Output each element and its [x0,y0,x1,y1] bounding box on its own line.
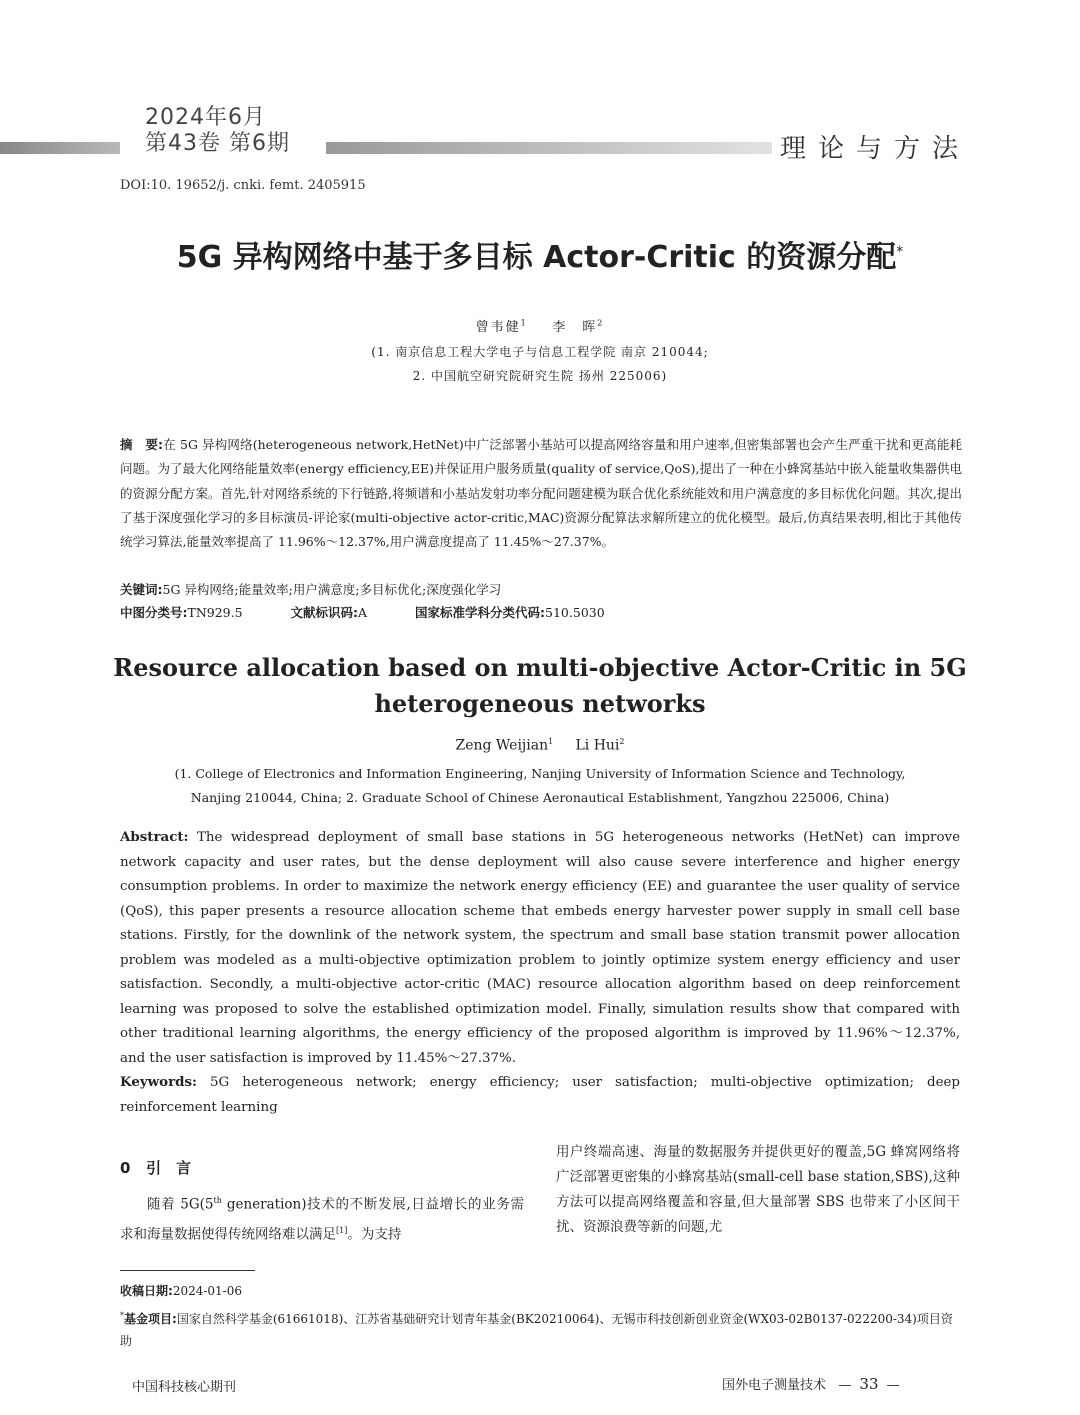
keywords-en-text: 5G heterogeneous network; energy efficiency; user satisfaction; multi-objective optimization; deep reinforcement learning [120,1075,960,1115]
body-left-sup: th [213,1196,222,1205]
classification-row [120,602,962,624]
doc-code: A [358,605,368,620]
header-bar-left [0,142,120,154]
section-heading [120,1157,191,1178]
fund-label: 基金项目: [124,1312,177,1326]
keywords-en [120,1070,960,1120]
author-1-en-sup: 1 [548,737,554,746]
author-2-cn: 李 晖 [552,320,598,335]
doi: DOI:10. 19652/j. cnki. femt. 2405915 [120,178,366,193]
keywords-cn-label: 关键词: [120,582,163,597]
footnote-fund [120,1305,962,1352]
paper-title-cn [0,232,1080,276]
paper-title-en [0,650,1080,722]
author-1-en: Zeng Weijian [455,737,549,754]
footer-core-journal: 中国科技核心期刊 [132,1380,237,1395]
body-right-column: 用户终端高速、海量的数据服务并提供更好的覆盖,5G 蜂窝网络将广泛部署更密集的小蜂窝基站(small-cell base station,SBS),这种方法可以提高网络覆盖和容量,但大量部署 SBS 也带来了小区间干扰、资源浪费等新的问题,尤 [556,1144,960,1235]
citation-ref: [1] [336,1225,348,1235]
fund-text: 国家自然科学基金(61661018)、江苏省基础研究计划青年基金(BK20210064)、无锡市科技创新创业资金(WX03-02B0137-022200-34)项目资助 [120,1312,953,1348]
author-2-en-sup: 2 [619,737,625,746]
body-left-text3: 。为支持 [347,1226,402,1242]
fund-mark: * [120,1311,124,1320]
issue-date-line1: 2024年6月 [145,105,266,130]
affiliations-cn [0,340,1080,388]
section-label: 理论与方法 [780,134,971,164]
std-code-label: 国家标准学科分类代码: [415,605,546,620]
footer-journal-page [722,1374,900,1393]
section-number: 0 [120,1159,131,1177]
abstract-cn [120,433,962,554]
issue-date [145,105,290,157]
footer-journal-name: 国外电子测量技术 [722,1378,827,1393]
title-en-line1: Resource allocation based on multi-objective Actor-Critic in 5G [113,653,967,682]
affiliations-en [0,762,1080,810]
doc-code-label: 文献标识码: [290,605,359,620]
author-2-cn-sup: 2 [597,318,605,328]
paper-title-cn-text: 5G 异构网络中基于多目标 Actor-Critic 的资源分配 [176,240,897,275]
author-2-en: Li Hui [575,737,620,754]
footnote-rule [120,1270,255,1271]
body-left-text1: 随着 5G(5 [147,1196,214,1213]
abstract-cn-text: 在 5G 异构网络(heterogeneous network,HetNet)中广泛部署小基站可以提高网络容量和用户速率,但密集部署也会产生严重干扰和更高能耗问题。为了最大化网络能量效率(energy efficiency,EE)并保证用户服务质量(quality of service,QoS),提出了一种在小蜂窝基站中嵌入能量收集器供电的资源分配方案。首先,针对网络系统的下行链路,将频谱和小基站发射功率分配问题建模为联合优化系统能效和用户满意度的多目标优化问题。其次,提出了基于深度强化学习的多目标演员-评论家(multi-objective actor-critic,MAC)资源分配算法求解所建立的优化模型。最后,仿真结果表明,相比于其他传统学习算法,能量效率提高了 11.96%～12.37%,用户满意度提高了 11.45%～27.37%。 [120,437,962,550]
header-bar-middle [326,142,772,154]
issue-date-line2: 第43卷 第6期 [145,131,290,156]
std-code: 510.5030 [545,605,605,620]
page-number: 33 [859,1375,879,1393]
footer-dash-right: — [886,1378,900,1393]
received-label: 收稿日期: [120,1284,173,1298]
clc-label: 中图分类号: [120,605,188,620]
section-title: 引 言 [146,1159,192,1177]
authors-en [0,737,1080,754]
footer-dash-left: — [838,1378,852,1393]
affil-cn-line2: 2. 中国航空研究院研究生院 扬州 225006) [412,369,668,383]
affil-en-line1: (1. College of Electronics and Information Engineering, Nanjing University of Information Science and Technology, [174,766,906,781]
keywords-en-label: Keywords: [120,1074,198,1090]
abstract-cn-label: 摘 要: [120,437,164,452]
authors-cn [0,316,1080,335]
abstract-en-label: Abstract: [120,829,189,845]
keywords-cn [120,579,962,601]
keywords-cn-text: 5G 异构网络;能量效率;用户满意度;多目标优化;深度强化学习 [162,582,502,597]
title-en-line2: heterogeneous networks [374,689,706,718]
abstract-en [120,825,960,1071]
author-1-cn: 曾韦健 [475,320,521,335]
clc-code: TN929.5 [187,605,243,620]
title-footnote-mark: * [896,244,904,260]
footnote-received [120,1280,962,1302]
abstract-en-text: The widespread deployment of small base stations in 5G heterogeneous networks (HetNet) can improve network capacity and user rates, but the dense deployment will also cause severe interference and higher energy consumption problems. In order to maximize the network energy efficiency (EE) and guarantee the user quality of service (QoS), this paper presents a resource allocation scheme that embeds energy harvester power supply in small cell base stations. Firstly, for the downlink of the network system, the spectrum and small base station transmit power allocation problem was modeled as a multi-objective optimization problem to jointly optimize system energy efficiency and user satisfaction. Secondly, a multi-objective actor-critic (MAC) resource allocation algorithm based on deep reinforcement learning was proposed to solve the established optimization model. Finally, simulation results show that compared with other traditional learning algorithms, the energy efficiency of the proposed algorithm is improved by 11.96%～12.37%, and the user satisfaction is improved by 11.45%～27.37%. [120,830,960,1066]
affil-cn-line1: (1. 南京信息工程大学电子与信息工程学院 南京 210044; [371,345,709,359]
received-date: 2024-01-06 [172,1284,242,1298]
author-1-cn-sup: 1 [520,318,528,328]
affil-en-line2: Nanjing 210044, China; 2. Graduate School of Chinese Aeronautical Establishment, Yangzhou 225006, China) [190,790,890,805]
body-left-text2: generation)技术的不断发展,日益增长的业务需求和海量数据使得传统网络难以满足 [120,1196,524,1242]
body-left-column [120,1188,524,1247]
